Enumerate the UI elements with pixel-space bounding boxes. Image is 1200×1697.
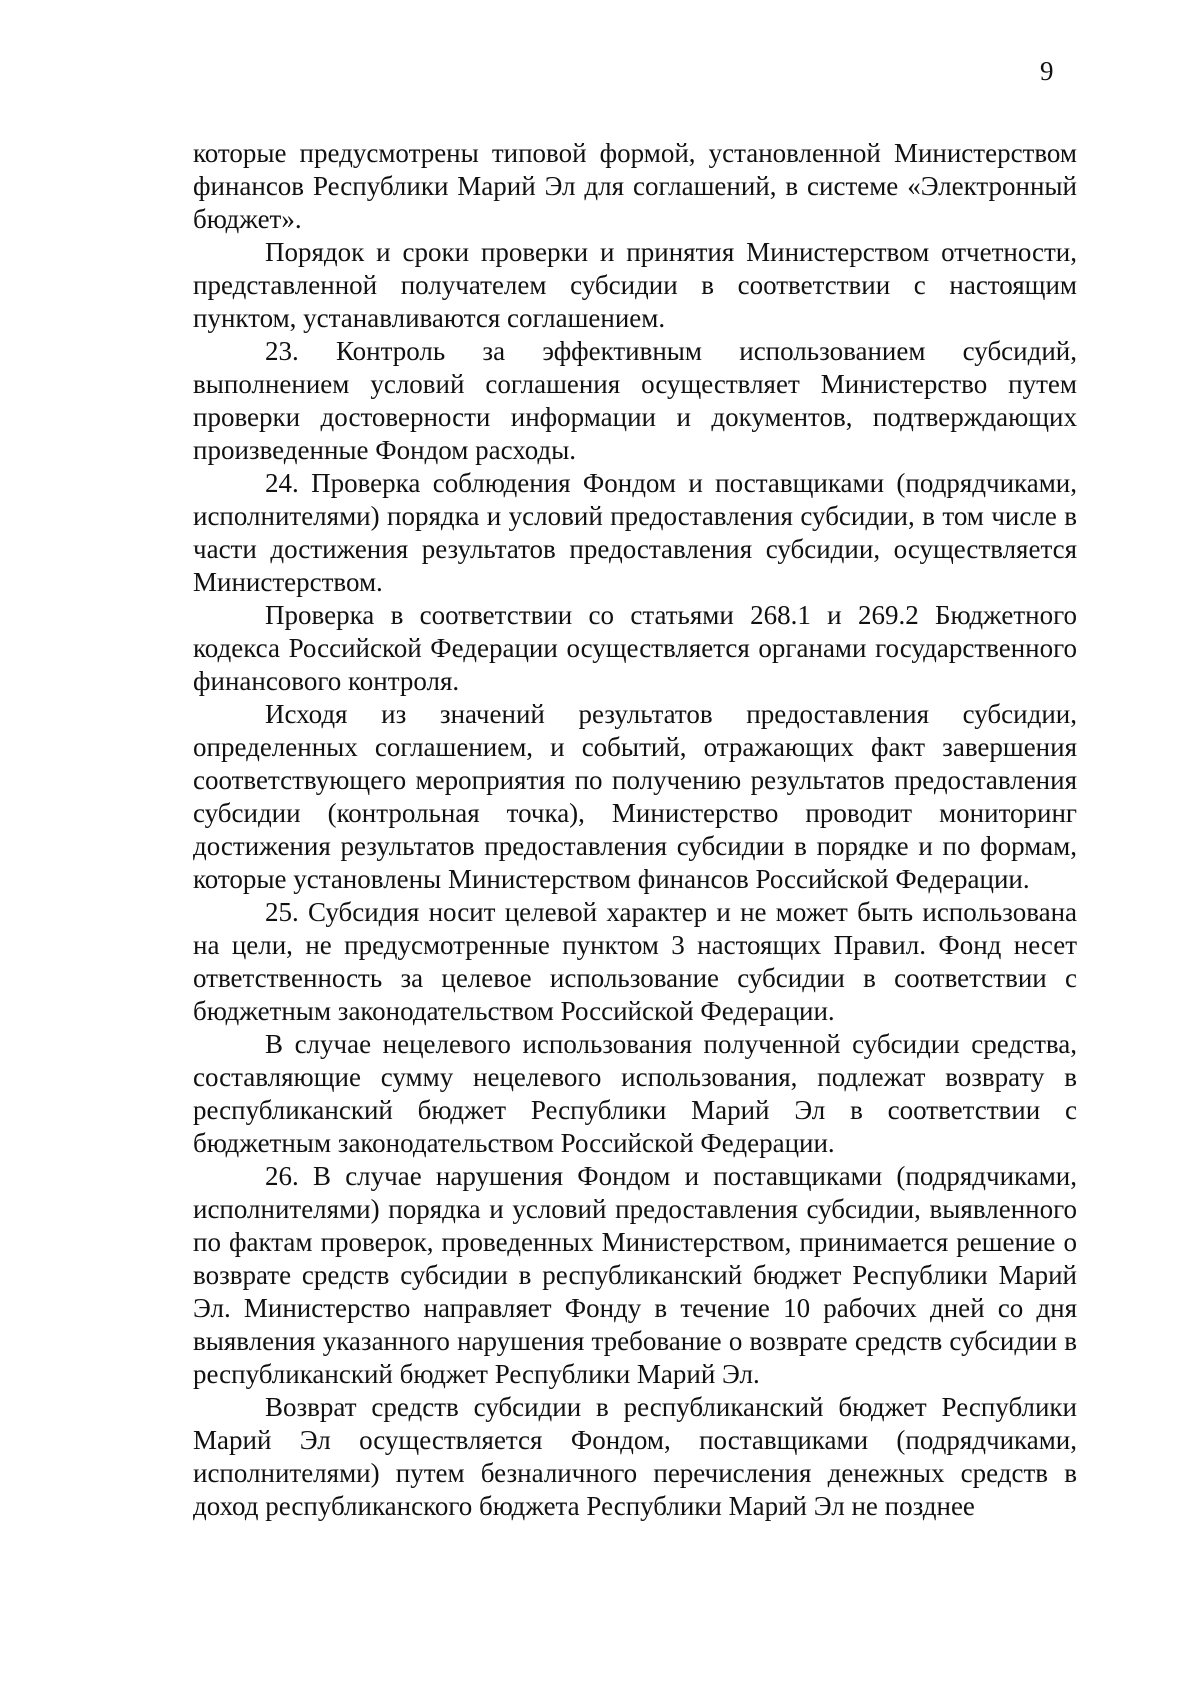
document-body	[193, 137, 1077, 1523]
paragraph-10: Возврат средств субсидии в республиканский бюджет Республики Марий Эл осуществляется Фондом, поставщиками (подрядчиками, исполнителями) путем безналичного перечисления денежных средств в доход республиканского бюджета Республики Марий Эл не позднее	[193, 1392, 1077, 1521]
paragraph-8: В случае нецелевого использования полученной субсидии средства, составляющие сумму нецелевого использования, подлежат возврату в республиканский бюджет Республики Марий Эл в соответствии с бюджетным законодательством Российской Федерации.	[193, 1029, 1077, 1158]
paragraph-1: которые предусмотрены типовой формой, установленной Министерством финансов Республики Марий Эл для соглашений, в системе «Электронный бюджет».	[193, 138, 1077, 234]
paragraph-3: 23. Контроль за эффективным использованием субсидий, выполнением условий соглашения осуществляет Министерство путем проверки достоверности информации и документов, подтверждающих произведенные Фондом расходы.	[193, 336, 1077, 465]
paragraph-4: 24. Проверка соблюдения Фондом и поставщиками (подрядчиками, исполнителями) порядка и условий предоставления субсидии, в том числе в части достижения результатов предоставления субсидии, осуществляется Министерством.	[193, 468, 1077, 597]
paragraph-2: Порядок и сроки проверки и принятия Министерством отчетности, представленной получателем субсидии в соответствии с настоящим пунктом, устанавливаются соглашением.	[193, 237, 1077, 333]
paragraph-7: 25. Субсидия носит целевой характер и не может быть использована на цели, не предусмотренные пунктом 3 настоящих Правил. Фонд несет ответственность за целевое использование субсидии в соответствии с бюджетным законодательством Российской Федерации.	[193, 897, 1077, 1026]
paragraph-9: 26. В случае нарушения Фондом и поставщиками (подрядчиками, исполнителями) порядка и условий предоставления субсидии, выявленного по фактам проверок, проведенных Министерством, принимается решение о возврате средств субсидии в республиканский бюджет Республики Марий Эл. Министерство направляет Фонду в течение 10 рабочих дней со дня выявления указанного нарушения требование о возврате средств субсидии в республиканский бюджет Республики Марий Эл.	[193, 1161, 1077, 1389]
paragraph-6: Исходя из значений результатов предоставления субсидии, определенных соглашением, и событий, отражающих факт завершения соответствующего мероприятия по получению результатов предоставления субсидии (контрольная точка), Министерство проводит мониторинг достижения результатов предоставления субсидии в порядке и по формам, которые установлены Министерством финансов Российской Федерации.	[193, 699, 1077, 894]
page-number: 9	[1040, 56, 1054, 86]
paragraph-5: Проверка в соответствии со статьями 268.1 и 269.2 Бюджетного кодекса Российской Федерации осуществляется органами государственного финансового контроля.	[193, 600, 1077, 696]
